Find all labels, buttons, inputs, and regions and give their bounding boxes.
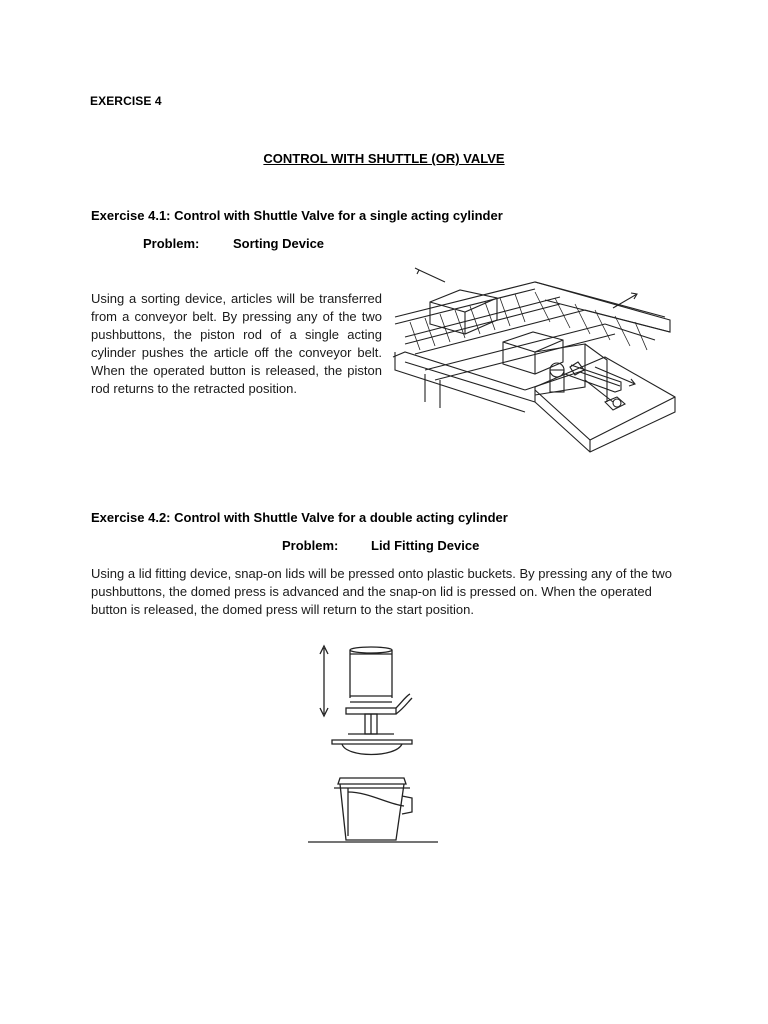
exercise-1-heading: Exercise 4.1: Control with Shuttle Valve for a single acting cylinder — [91, 208, 503, 223]
exercise-2-problem-label: Problem: — [282, 538, 339, 553]
exercise-label: EXERCISE 4 — [90, 94, 162, 108]
page-title: CONTROL WITH SHUTTLE (OR) VALVE — [263, 151, 505, 166]
lid-fitting-device-illustration — [298, 636, 448, 854]
exercise-1-problem-name: Sorting Device — [233, 236, 325, 251]
exercise-2-problem-name: Lid Fitting Device — [371, 538, 480, 553]
sorting-device-illustration — [385, 262, 679, 472]
exercise-1-problem-label: Problem: — [143, 236, 200, 251]
exercise-2-text: Using a lid fitting device, snap-on lids will be pressed onto plastic buckets. By pressing any of the two pushbuttons, the domed press is advanced and the snap-on lid is pressed on. When the operated button is released, the domed press will return to the start position. — [91, 566, 672, 617]
exercise-2-heading: Exercise 4.2: Control with Shuttle Valve for a double acting cylinder — [91, 510, 508, 525]
exercise-1-text: Using a sorting device, articles will be transferred from a conveyor belt. By pressing any of the two pushbuttons, the piston rod of a single acting cylinder pushes the article off the conveyor belt. When the operated button is released, the piston rod returns to the retracted position. — [91, 291, 382, 396]
